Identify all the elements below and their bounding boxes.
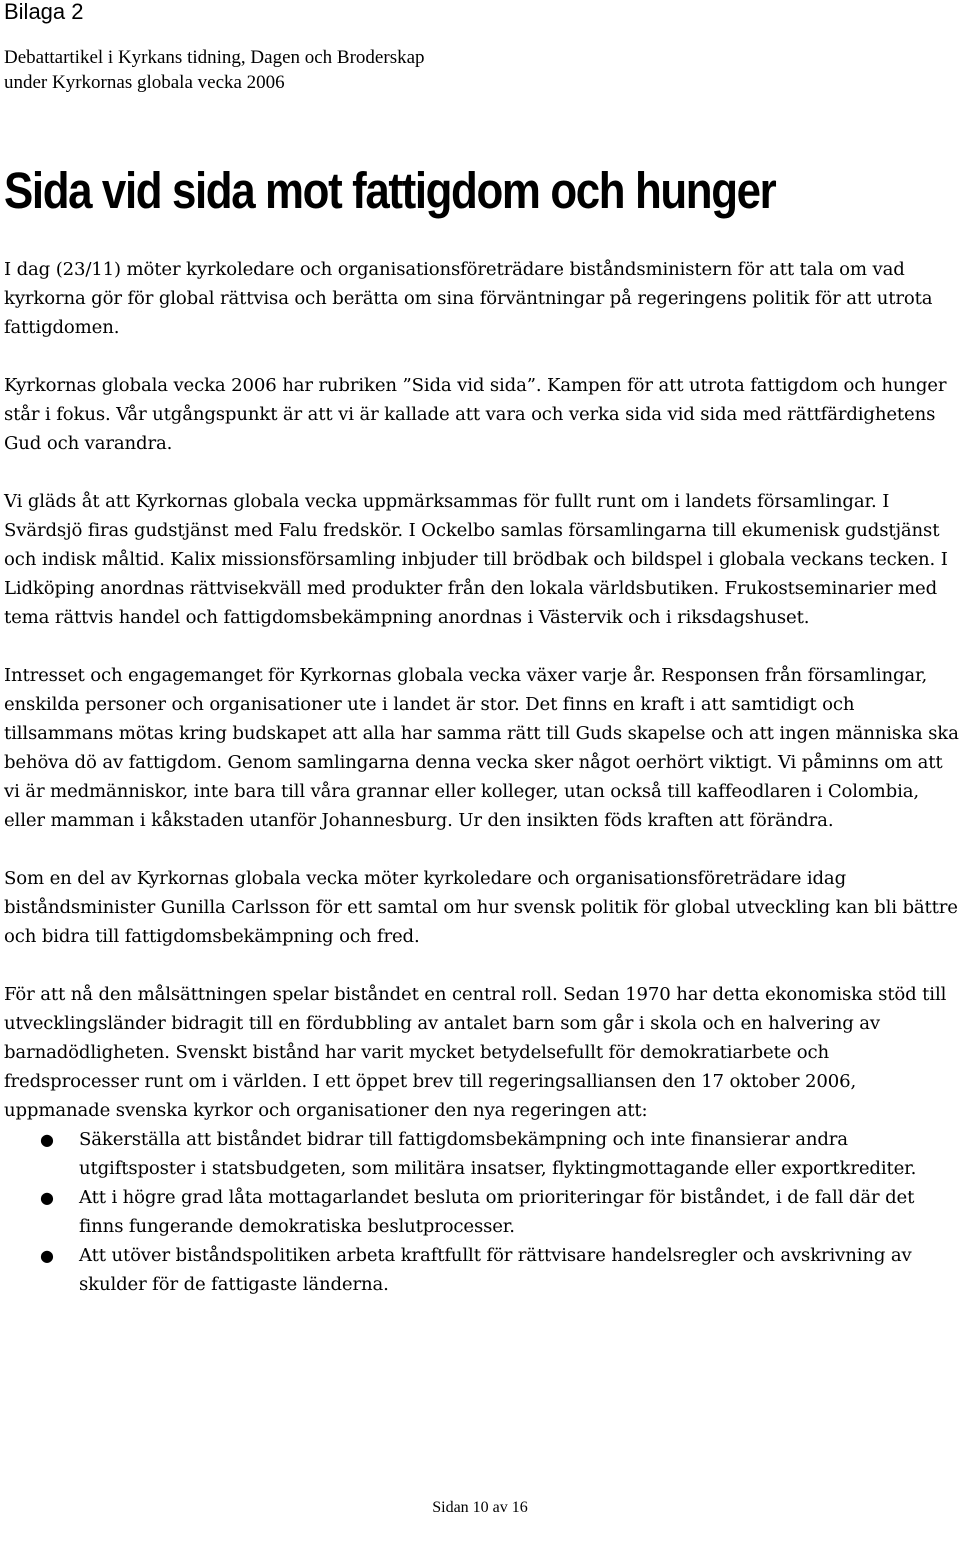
article-body: [4, 255, 959, 1299]
list-item-text: Att i högre grad låta mottagarlandet besluta om prioriteringar för biståndet, i de fall där det finns fungerande demokratiska beslutprocesser.: [79, 1187, 915, 1237]
page-label: Bilaga 2: [4, 0, 84, 24]
demands-list: [4, 1125, 959, 1299]
paragraph-5: Som en del av Kyrkornas globala vecka möter kyrkoledare och organisationsföreträdare idag biståndsminister Gunilla Carlsson för ett samtal om hur svensk politik för global utveckling kan bli bättre och bidra till fattigdomsbekämpning och fred.: [4, 868, 958, 947]
article-headline: Sida vid sida mot fattigdom och hunger: [4, 162, 776, 219]
paragraph-2: Kyrkornas globala vecka 2006 har rubriken ”Sida vid sida”. Kampen för att utrota fattigdom och hunger står i fokus. Vår utgångspunkt är att vi är kallade att vara och verka sida vid sida med rättfärdighetens Gud och varandra.: [4, 375, 947, 454]
subtitle-line-1: Debattartikel i Kyrkans tidning, Dagen och Broderskap: [4, 47, 425, 68]
list-item: [4, 1241, 959, 1299]
list-item: [4, 1125, 959, 1183]
paragraph-1: I dag (23/11) möter kyrkoledare och organisationsföreträdare biståndsministern för att tala om vad kyrkorna gör för global rättvisa och berätta om sina förväntningar på regeringens politik för att utrota fattigdomen.: [4, 259, 933, 338]
bullet-icon: ●: [40, 1130, 54, 1149]
paragraph-6: För att nå den målsättningen spelar biståndet en central roll. Sedan 1970 har detta ekonomiska stöd till utvecklingsländer bidragit till en fördubbling av antalet barn som går i skola och en halvering av barnadödligheten. Svenskt bistånd har varit mycket betydelsefullt för demokratiarbete och fredsprocesser runt om i världen. I ett öppet brev till regeringsalliansen den 17 oktober 2006, uppmanade svenska kyrkor och organisationer den nya regeringen att:: [4, 984, 947, 1121]
list-item: [4, 1183, 959, 1241]
paragraph-4: Intresset och engagemanget för Kyrkornas globala vecka växer varje år. Responsen från församlingar, enskilda personer och organisationer ute i landet är stor. Det finns en kraft i att samtidigt och tillsammans mötas kring budskapet att alla har samma rätt till Guds skapelse och att ingen människa ska behöva dö av fattigdom. Genom samlingarna denna vecka sker något oerhört viktigt. Vi påminns om att vi är medmänniskor, inte bara till våra grannar eller kolleger, utan också till kaffeodlaren i Colombia, eller mamman i kåkstaden utanför Johannesburg. Ur den insikten föds kraften att förändra.: [4, 665, 959, 831]
list-item-text: Säkerställa att biståndet bidrar till fattigdomsbekämpning och inte finansierar andra utgiftsposter i statsbudgeten, som militära insatser, flyktingmottagande eller exportkrediter.: [79, 1129, 917, 1179]
page-number-footer: Sidan 10 av 16: [432, 1499, 528, 1516]
subtitle-line-2: under Kyrkornas globala vecka 2006: [4, 72, 285, 93]
article-subtitle: [4, 45, 425, 95]
bullet-icon: ●: [40, 1188, 54, 1207]
list-item-text: Att utöver biståndspolitiken arbeta kraftfullt för rättvisare handelsregler och avskrivning av skulder för de fattigaste länderna.: [79, 1245, 912, 1295]
paragraph-3: Vi gläds åt att Kyrkornas globala vecka uppmärksammas för fullt runt om i landets församlingar. I Svärdsjö firas gudstjänst med Falu fredskör. I Ockelbo samlas församlingarna till ekumenisk gudstjänst och indisk måltid. Kalix missionsförsamling inbjuder till brödbak och bildspel i globala veckans tecken. I Lidköping anordnas rättvisekväll med produkter från den lokala världsbutiken. Frukostseminarier med tema rättvis handel och fattigdomsbekämpning anordnas i Västervik och i riksdagshuset.: [4, 491, 948, 628]
bullet-icon: ●: [40, 1246, 54, 1265]
